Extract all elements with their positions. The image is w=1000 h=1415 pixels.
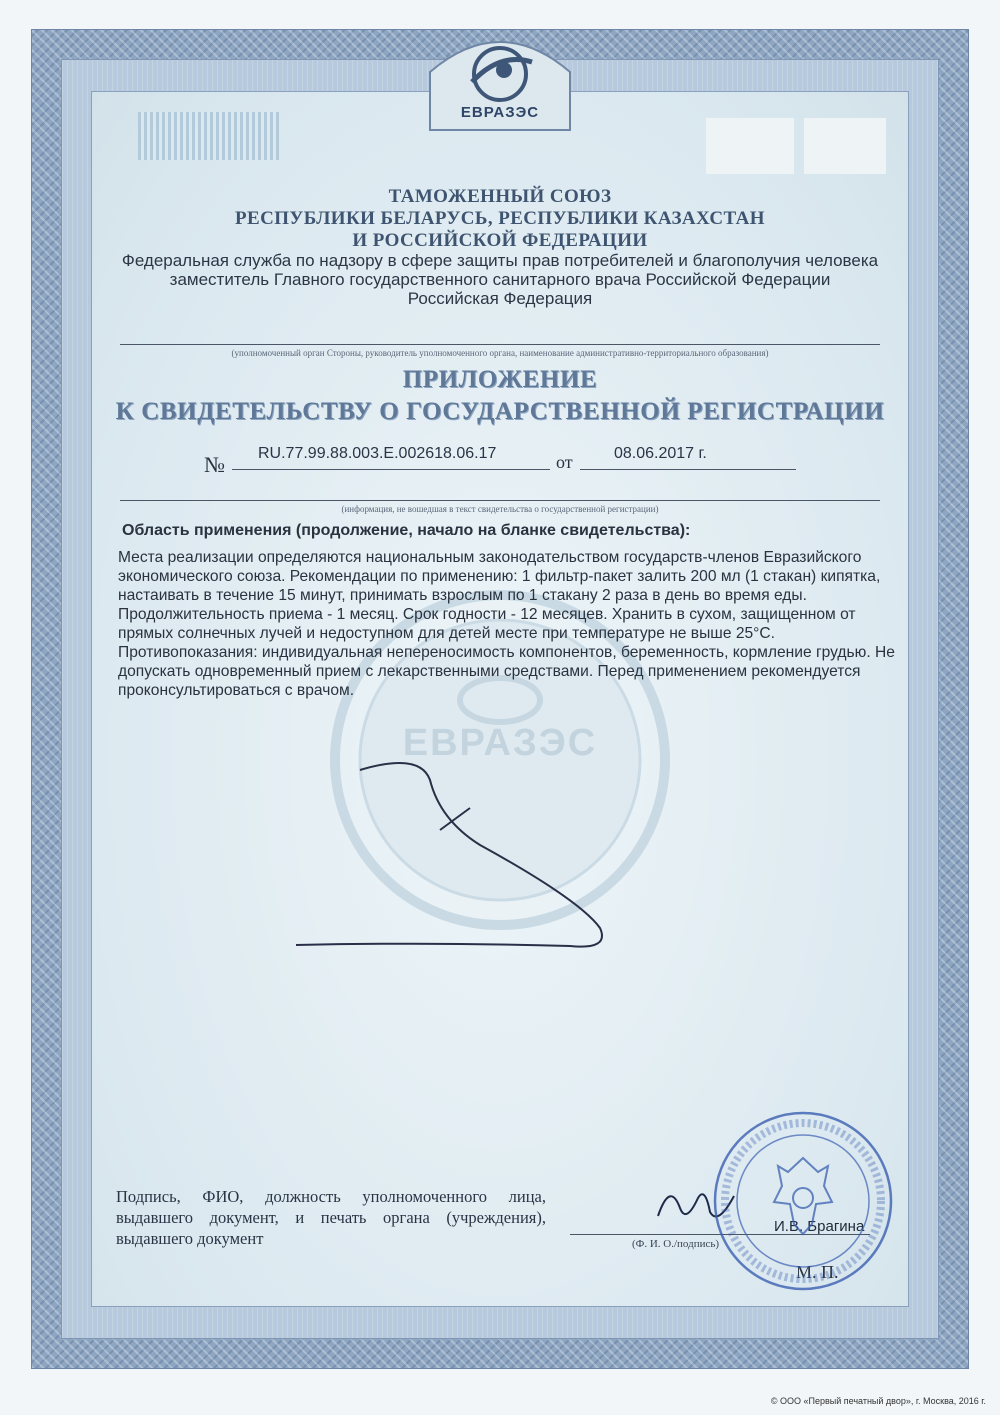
logo-text: ЕВРАЗЭС — [460, 104, 540, 121]
scope-text: Места реализации определяются национальным законодательством государств-членов Евразийского экономического союза. Рекомендации по применению: 1 фильтр-пакет залить 200 мл (1 стакан) кипятка, настаивать в течение 15 минут, принимать взрослым по 1 стакану 2 раза в день во время еды. Продолжительность приема - 1 месяц. Срок годности - 12 месяцев. Хранить в сухом, защищенном от прямых солнечных лучей и недоступном для детей месте при температуре не выше 25°С. Противопоказания: индивидуальная непереносимость компонентов, беременность, кормление грудью. Не допускать одновременный прием с лекарственными средствами. Перед применением рекомендуется проконсультироваться с врачом. — [118, 549, 895, 699]
header-russia: И РОССИЙСКОЙ ФЕДЕРАЦИИ — [352, 230, 648, 251]
title-appendix: ПРИЛОЖЕНИЕ — [402, 366, 598, 393]
signature-caption: (Ф. И. О./подпись) — [632, 1238, 720, 1250]
stamp-place: М. П. — [796, 1262, 839, 1282]
signatory-name: И.В. Брагина — [774, 1218, 865, 1235]
number-sign: № — [204, 452, 225, 477]
official-seal — [708, 1106, 898, 1296]
date-label: от — [556, 452, 573, 472]
title-certificate: К СВИДЕТЕЛЬСТВУ О ГОСУДАРСТВЕННОЙ РЕГИСТРАЦИИ — [115, 398, 885, 425]
authority-line-1: Федеральная служба по надзору в сфере защиты прав потребителей и благополучия человека — [121, 251, 879, 270]
handwritten-signature — [280, 750, 620, 960]
header-republics: РЕСПУБЛИКИ БЕЛАРУСЬ, РЕСПУБЛИКИ КАЗАХСТАН — [235, 208, 765, 229]
printer-copyright: © ООО «Первый печатный двор», г. Москва, 2016 г. — [770, 1396, 986, 1406]
header-union: ТАМОЖЕННЫЙ СОЮЗ — [388, 186, 612, 207]
date-underline — [580, 469, 796, 470]
authority-caption: (уполномоченный орган Стороны, руководитель уполномоченного органа, наименование административно-территориального образования) — [231, 348, 769, 358]
authority-line-2: заместитель Главного государственного санитарного врача Российской Федерации — [169, 270, 831, 289]
eurasec-emblem-icon — [420, 12, 580, 142]
authority-underline — [120, 344, 880, 345]
watermark-text: ЕВРАЗЭС — [402, 722, 598, 764]
registration-number: RU.77.99.88.003.Е.002618.06.17 — [258, 445, 497, 462]
blank-box-right — [804, 118, 886, 174]
hologram-strip — [138, 112, 280, 160]
blank-box-left — [706, 118, 794, 174]
number-underline — [232, 469, 550, 470]
signature-label: Подпись, ФИО, должность уполномоченного лица, выдавшего документ, и печать органа (учреждения), выдавшего документ — [116, 1187, 546, 1248]
registration-date: 08.06.2017 г. — [614, 445, 707, 462]
scope-heading: Область применения (продолжение, начало на бланке свидетельства): — [122, 522, 691, 539]
info-caption: (информация, не вошедшая в текст свидетельства о государственной регистрации) — [341, 504, 659, 514]
info-underline — [120, 500, 880, 501]
authority-line-3: Российская Федерация — [407, 289, 593, 308]
